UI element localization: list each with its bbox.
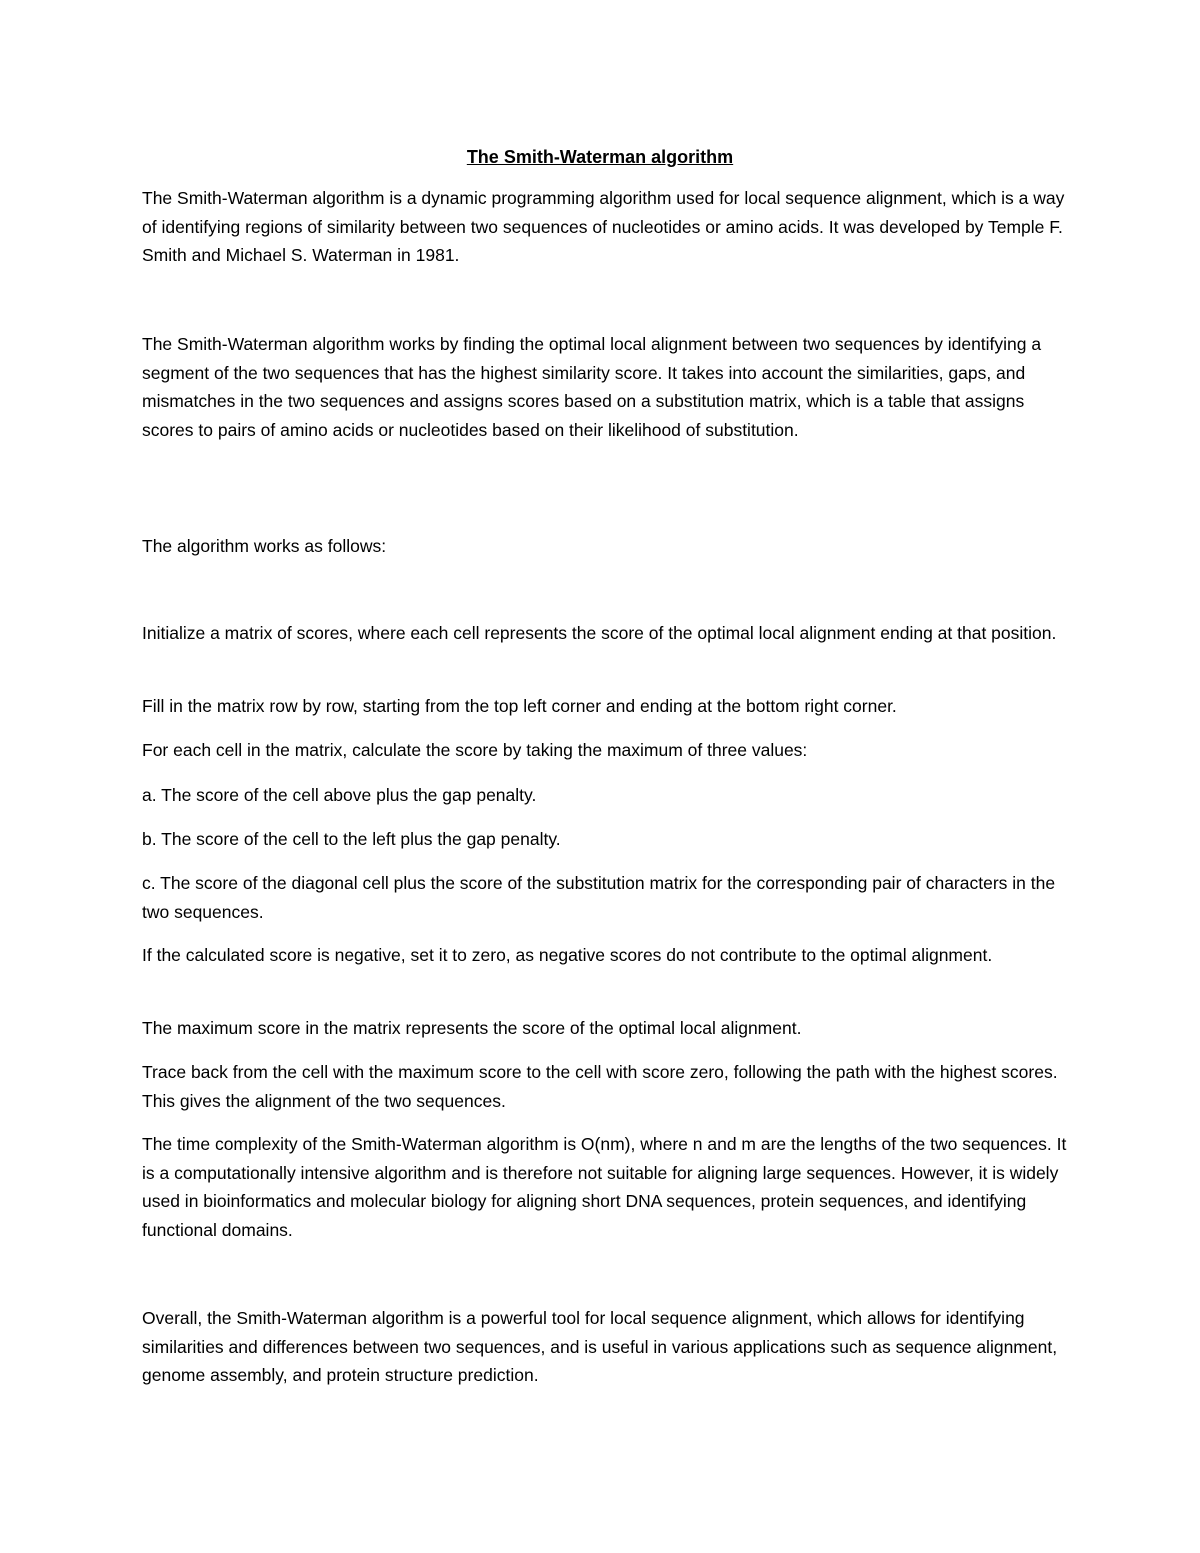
- paragraph-step-each-cell: For each cell in the matrix, calculate the score by taking the maximum of three values:: [142, 740, 808, 760]
- paragraph-option-b: b. The score of the cell to the left plus the gap penalty.: [142, 829, 561, 849]
- paragraph-option-c: c. The score of the diagonal cell plus the score of the substitution matrix for the corresponding pair of characters in the two sequences.: [142, 873, 1056, 922]
- paragraph-negative-score: If the calculated score is negative, set it to zero, as negative scores do not contribute to the optimal alignment.: [142, 945, 993, 965]
- paragraph-time-complexity: The time complexity of the Smith-Waterman algorithm is O(nm), where n and m are the lengths of the two sequences. It is a computationally intensive algorithm and is therefore not suitable for aligning large sequences. However, it is widely used in bioinformatics and molecular biology for aligning short DNA sequences, protein sequences, and identifying functional domains.: [142, 1134, 1067, 1240]
- paragraph-option-a: a. The score of the cell above plus the gap penalty.: [142, 785, 537, 805]
- paragraph-steps-intro: The algorithm works as follows:: [142, 536, 387, 556]
- paragraph-intro: The Smith-Waterman algorithm is a dynamic programming algorithm used for local sequence alignment, which is a way of identifying regions of similarity between two sequences of nucleotides or amino acids. It was developed by Temple F. Smith and Michael S. Waterman in 1981.: [142, 188, 1065, 265]
- paragraph-step-initialize: Initialize a matrix of scores, where each cell represents the score of the optimal local alignment ending at that position.: [142, 623, 1057, 643]
- document-title: The Smith-Waterman algorithm: [466, 147, 734, 167]
- paragraph-trace-back: Trace back from the cell with the maximum score to the cell with score zero, following the path with the highest scores. This gives the alignment of the two sequences.: [142, 1062, 1058, 1111]
- paragraph-step-fill: Fill in the matrix row by row, starting from the top left corner and ending at the bottom right corner.: [142, 696, 897, 716]
- paragraph-how-it-works: The Smith-Waterman algorithm works by finding the optimal local alignment between two sequences by identifying a segment of the two sequences that has the highest similarity score. It takes into account the similarities, gaps, and mismatches in the two sequences and assigns scores based on a substitution matrix, which is a table that assigns scores to pairs of amino acids or nucleotides based on their likelihood of substitution.: [142, 334, 1042, 440]
- paragraph-overall: Overall, the Smith-Waterman algorithm is a powerful tool for local sequence alignment, which allows for identifying similarities and differences between two sequences, and is useful in various applications such as sequence alignment, genome assembly, and protein structure prediction.: [142, 1308, 1058, 1385]
- paragraph-maximum-score: The maximum score in the matrix represents the score of the optimal local alignment.: [142, 1018, 802, 1038]
